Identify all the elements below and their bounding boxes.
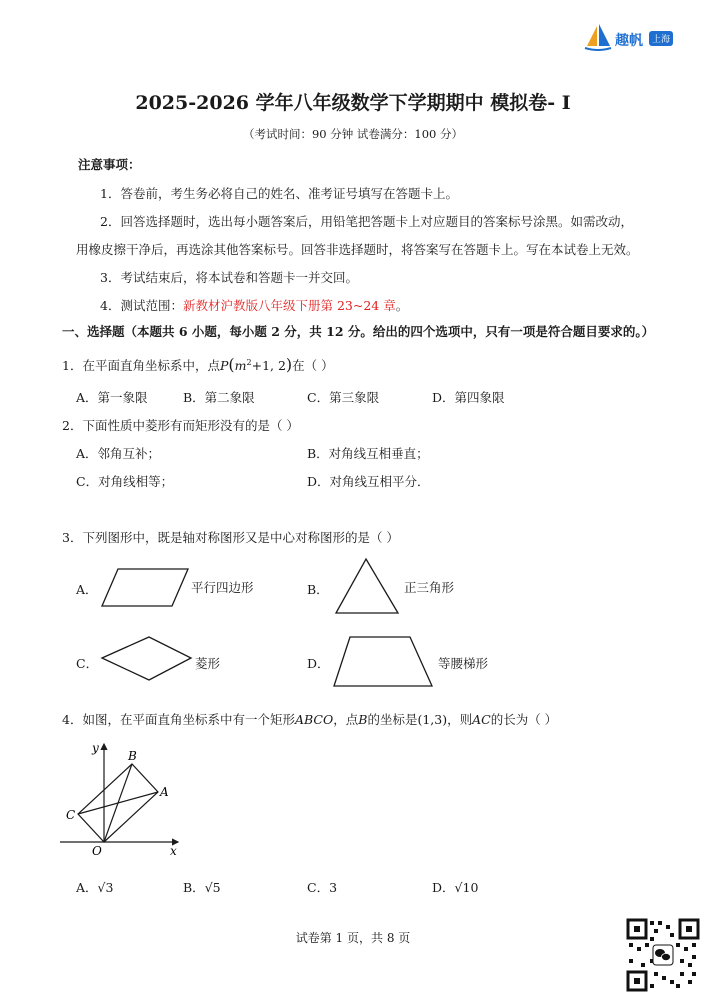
- label-x: x: [170, 844, 177, 858]
- page-footer: 试卷第 1 页，共 8 页: [295, 931, 411, 945]
- q4-option-c-value: 3: [329, 880, 338, 895]
- q4-option-b-value: √5: [204, 880, 221, 895]
- q1-option-b: B．第二象限: [183, 390, 255, 405]
- notice-item-4: [100, 296, 408, 314]
- isosceles-trapezoid-figure: [330, 632, 436, 690]
- question-1-stem: 1．在平面直角坐标系中，点$P(m^2+1$, 2)在（ ）: [62, 355, 334, 374]
- notice-item-2-line2: 用橡皮擦干净后，再选涂其他答案标号。回答非选择题时，将答案写在答题卡上。写在本试卷上无效。: [76, 242, 639, 257]
- q1-option-d: D．第四象限: [432, 390, 505, 405]
- segment-ob: [104, 764, 132, 842]
- q1-stem-prefix: 1．在平面直角坐标系中，点: [62, 358, 220, 373]
- sail-icon: [583, 24, 613, 52]
- label-c: C: [66, 808, 76, 822]
- q3-name-b: 正三角形: [404, 580, 455, 595]
- equilateral-triangle-figure: [332, 555, 402, 617]
- q4-stem-after: ，则: [447, 712, 473, 727]
- q3-option-b-letter: B．: [307, 582, 329, 597]
- q4-option-c: [307, 878, 337, 896]
- page-title: 2025-2026 学年八年级数学下学期期中 模拟卷- I: [135, 92, 571, 114]
- q4-coord: (1,3): [417, 712, 448, 727]
- label-b: B: [128, 749, 137, 763]
- label-y: y: [92, 741, 99, 755]
- q4-option-b-letter: B．: [183, 880, 205, 895]
- q4-rect-name: ABCO: [294, 712, 334, 727]
- notice-item-1: 1．答卷前，考生务必将自己的姓名、准考证号填写在答题卡上。: [100, 186, 458, 201]
- notice-heading: 注意事项：: [78, 157, 141, 172]
- q4-option-d-letter: D．: [432, 880, 455, 895]
- q4-option-d: [432, 878, 478, 896]
- logo-text: 趣帆: [615, 33, 643, 49]
- q1-point-name: P: [219, 358, 229, 373]
- question-4-stem: [62, 710, 557, 728]
- q2-option-c: C．对角线相等；: [76, 474, 174, 489]
- q1-option-c: C．第三象限: [307, 390, 380, 405]
- q4-option-b: [183, 878, 221, 896]
- rhombus-figure: [98, 634, 194, 684]
- q4-stem-middle: ，点: [333, 712, 359, 727]
- q4-segment: AC: [472, 712, 491, 727]
- q3-option-a-letter: A．: [76, 582, 98, 597]
- brand-logo: [583, 24, 683, 52]
- label-o: O: [92, 844, 102, 858]
- question-2-stem: 2．下面性质中菱形有而矩形没有的是（ ）: [62, 418, 299, 433]
- notice-item-4-prefix: 4．测试范围：: [100, 298, 183, 313]
- question-3-stem: 3．下列图形中，既是轴对称图形又是中心对称图形的是（ ）: [62, 530, 399, 545]
- exam-info: （考试时间：90 分钟 试卷满分：100 分）: [242, 127, 464, 141]
- notice-item-2-line1: 2．回答选择题时，选出每小题答案后，用铅笔把答题卡上对应题目的答案标号涂黑。如需改动，: [100, 214, 633, 229]
- test-range: 新教材沪教版八年级下册第 23~24 章: [182, 298, 396, 313]
- q4-option-a-value: √3: [97, 880, 114, 895]
- q3-name-d: 等腰梯形: [438, 656, 489, 671]
- q3-name-c: 菱形: [195, 656, 221, 671]
- notice-item-3: 3．考试结束后，将本试卷和答题卡一并交回。: [100, 270, 358, 285]
- q1-option-a: A．第一象限: [76, 390, 148, 405]
- notice-item-4-suffix: 。: [395, 298, 409, 313]
- q2-option-a: A．邻角互补；: [76, 446, 161, 461]
- q2-option-d: D．对角线互相平分．: [307, 474, 430, 489]
- q3-option-d-letter: D．: [307, 656, 330, 671]
- q4-stem-coord-text: 的坐标是: [367, 712, 418, 727]
- q1-m: m: [234, 358, 247, 373]
- logo-badge: 上海: [649, 31, 673, 46]
- q4-stem-suffix: 的长为（ ）: [490, 712, 558, 727]
- q4-point-b: B: [358, 712, 368, 727]
- q1-coord-rest: +1, 2: [251, 358, 286, 373]
- parallelogram-figure: [98, 565, 192, 611]
- qr-code[interactable]: [626, 918, 700, 992]
- q4-option-d-value: √10: [454, 880, 479, 895]
- q1-exponent: 2: [246, 357, 252, 367]
- q4-coordinate-figure: [58, 738, 188, 858]
- q4-option-a: [76, 878, 113, 896]
- q1-stem-suffix: 在（ ）: [292, 358, 334, 373]
- q3-name-a: 平行四边形: [191, 580, 254, 595]
- q4-option-a-letter: A．: [76, 880, 98, 895]
- q4-option-c-letter: C．: [307, 880, 330, 895]
- q3-option-c-letter: C．: [76, 656, 99, 671]
- q4-stem-prefix: 4．如图，在平面直角坐标系中有一个矩形: [62, 712, 295, 727]
- q2-option-b: B．对角线互相垂直；: [307, 446, 429, 461]
- section-heading: 一、选择题（本题共 6 小题，每小题 2 分，共 12 分。给出的四个选项中，只有一项是符合题目要求的。）: [62, 324, 655, 339]
- label-a: A: [160, 785, 169, 799]
